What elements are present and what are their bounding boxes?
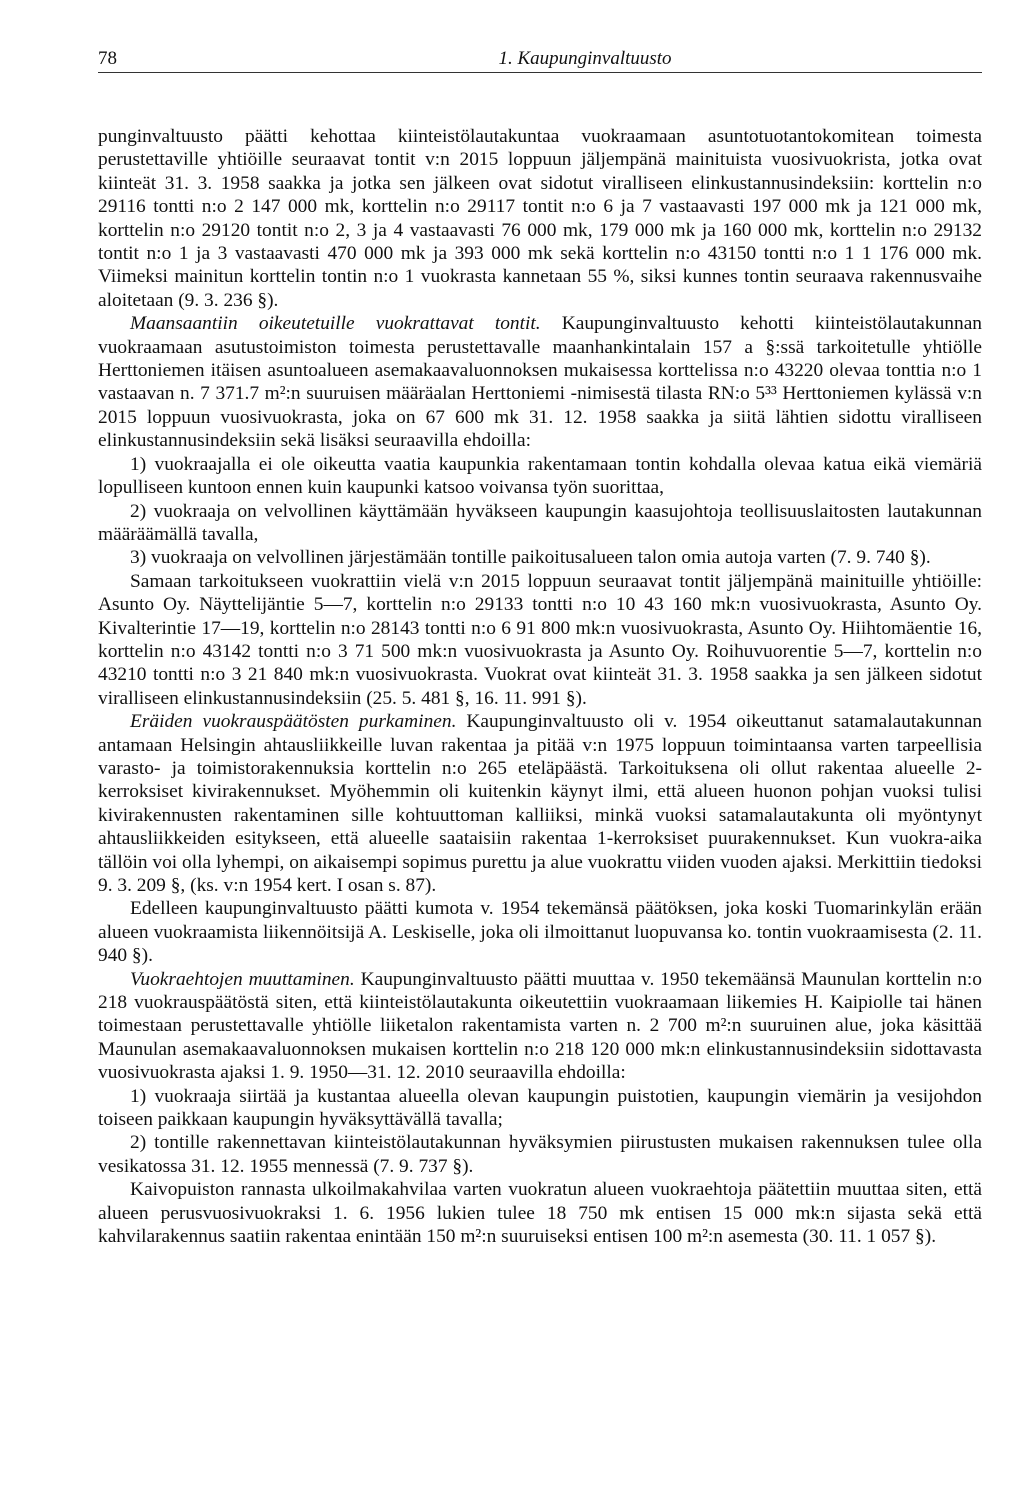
section-heading: Vuokraehtojen muuttaminen.: [130, 968, 355, 990]
list-item: 1) vuokraajalla ei ole oikeutta vaatia kaupunkia rakentamaan tontin kohdalla olevaa katua eikä viemäriä lopulliseen kuntoon ennen kuin kaupunki katsoo voivansa työn suorittaa,: [98, 453, 982, 499]
paragraph: Samaan tarkoitukseen vuokrattiin vielä v:n 2015 loppuun seuraavat tontit jäljempänä mainituille yhtiöille: Asunto Oy. Näyttelijäntie 5—7, korttelin n:o 29133 tontti n:o 10 43 160 mk:n vuosivuokrasta, Asunto Oy. Kivalterintie 17—19, korttelin n:o 28143 tontti n:o 6 91 800 mk:n vuosivuokrasta, Asunto Oy. Hiihtomäentie 16, korttelin n:o 43142 tontti n:o 3 71 500 mk:n vuosivuokrasta ja Asunto Oy. Roihuvuorentie 5—7, korttelin n:o 43210 tontti n:o 3 21 840 mk:n vuosivuokrasta. Vuokrat ovat kiinteät 31. 3. 1958 saakka ja sen jälkeen sidotut viralliseen elinkustannusindeksiin (25. 5. 481 §, 16. 11. 991 §).: [98, 570, 982, 709]
section-heading: Maansaantiin oikeutetuille vuokrattavat tontit.: [130, 313, 541, 335]
paragraph: Eräiden vuokrauspäätösten purkaminen. Kaupunginvaltuusto oli v. 1954 oikeuttanut satamalautakunnan antamaan Helsingin ahtausliikkeille luvan rakentaa ja pitää v:n 1975 loppuun toimintaansa varten tarpeellisia varasto- ja toimistorakennuksia korttelin n:o 265 eteläpäästä. Tarkoituksena oli ollut rakentaa alueelle 2-kerroksiset kivirakennukset. Myöhemmin oli kuitenkin käynyt ilmi, että alueen huonon pohjan vuoksi tulisi kivirakennusten rakentaminen sille kohtuuttoman kalliiksi, minkä vuoksi satamalautakunta oli myöntynyt ahtausliikkeiden esitykseen, että alueelle saataisiin rakentaa 1-kerroksiset puurakennukset. Kun vuokra-aika tällöin voi olla lyhempi, on aikaisempi sopimus purettu ja alue vuokrattu viiden vuoden ajaksi. Merkittiin tiedoksi 9. 3. 209 §, (ks. v:n 1954 kert. I osan s. 87).: [98, 711, 982, 896]
list-item: 1) vuokraaja siirtää ja kustantaa alueella olevan kaupungin puistotien, kaupungin viemärin ja vesijohdon toiseen paikkaan kaupungin hyväksyttävällä tavalla;: [98, 1085, 982, 1131]
paragraph: Maansaantiin oikeutetuille vuokrattavat tontit. Kaupunginvaltuusto kehotti kiinteistölautakunnan vuokraamaan asutustoimiston toimesta perustettavalle maanhankintalain 157 a §:ssä tarkoitetulle yhtiölle Herttoniemen itäisen asuntoalueen asemakaavaluonnoksen mukaisessa korttelissa n:o 43220 olevaa tonttia n:o 1 vastaavan n. 7 371.7 m²:n suuruisen määräalan Herttoniemi -nimisestä tilasta RN:o 5³³ Herttoniemen kylässä v:n 2015 loppuun vuosivuokrasta, joka on 67 600 mk 31. 12. 1958 saakka ja siitä lähtien sidottu viralliseen elinkustannusindeksiin sekä lisäksi seuraavilla ehdoilla:: [98, 313, 983, 452]
list-item: 2) tontille rakennettavan kiinteistölautakunnan hyväksymien piirustusten mukaisen rakennuksen tulee olla vesikatossa 31. 12. 1955 mennessä (7. 9. 737 §).: [98, 1132, 982, 1177]
paragraph: punginvaltuusto päätti kehottaa kiinteistölautakuntaa vuokraamaan asuntotuotantokomitean toimesta perustettaville yhtiöille seuraavat tontit v:n 2015 loppuun jäljempänä mainituista vuosivuokrista, jotka ovat kiinteät 31. 3. 1958 saakka ja jotka sen jälkeen ovat sidotut viralliseen elinkustannusindeksiin: korttelin n:o 29116 tontti n:o 2 147 000 mk, korttelin n:o 29117 tontit n:o 6 ja 7 vastaavasti 197 000 mk ja 121 000 mk, korttelin n:o 29120 tontit n:o 2, 3 ja 4 vastaavasti 76 000 mk, 179 000 mk ja 160 000 mk, korttelin n:o 29132 tontit n:o 1 ja 3 vastaavasti 470 000 mk ja 393 000 mk sekä korttelin n:o 43150 tontti n:o 1 1 176 000 mk. Viimeksi mainitun korttelin tontin n:o 1 vuokrasta kannetaan 55 %, siksi kunnes tontin seuraava rakennusvaihe aloitetaan (9. 3. 236 §).: [98, 126, 982, 311]
list-item: 3) vuokraaja on velvollinen järjestämään tontille paikoitusalueen talon omia autoja varten (7. 9. 740 §).: [130, 547, 931, 569]
list-item: 2) vuokraaja on velvollinen käyttämään hyväkseen kaupungin kaasujohtoja teollisuuslaitosten lautakunnan määräämällä tavalla,: [98, 500, 982, 545]
paragraph: Edelleen kaupunginvaltuusto päätti kumota v. 1954 tekemänsä päätöksen, joka koski Tuomarinkylän erään alueen vuokraamista liikennöitsijä A. Leskiselle, joka oli ilmoittanut luopuvansa ko. tontin vuokraamisesta (2. 11. 940 §).: [98, 898, 982, 967]
running-head: 1. Kaupunginvaltuusto: [498, 48, 672, 69]
body-text: [98, 125, 982, 1249]
page-header: [98, 38, 982, 73]
paragraph: Kaivopuiston rannasta ulkoilmakahvilaa varten vuokratun alueen vuokraehtoja päätettiin muuttaa siten, että alueen perusvuosivuokraksi 1. 6. 1956 lukien tulee 18 750 mk entisen 15 000 mk:n sijasta sekä että kahvilarakennus saatiin rakentaa enintään 150 m²:n suuruiseksi entisen 100 m²:n asemesta (30. 11. 1 057 §).: [98, 1179, 982, 1248]
paragraph: Vuokraehtojen muuttaminen. Kaupunginvaltuusto päätti muuttaa v. 1950 tekemäänsä Maunulan korttelin n:o 218 vuokrauspäätöstä siten, että kiinteistölautakunta oikeutettiin vuokraamaan liikemies H. Kaipiolle tai hänen toimestaan perustettavalle yhtiölle liiketalon rakentamista varten n. 2 700 m²:n suuruinen alue, joka käsittää Maunulan asemakaavaluonnoksen mukaisen korttelin n:o 218 120 000 mk:n elinkustannusindeksiin sidottavasta vuosivuokrasta ajaksi 1. 9. 1950—31. 12. 2010 seuraavilla ehdoilla:: [98, 968, 982, 1084]
section-heading: Eräiden vuokrauspäätösten purkaminen.: [130, 711, 457, 733]
document-page: [98, 38, 982, 1249]
page-number: 78: [98, 48, 117, 69]
